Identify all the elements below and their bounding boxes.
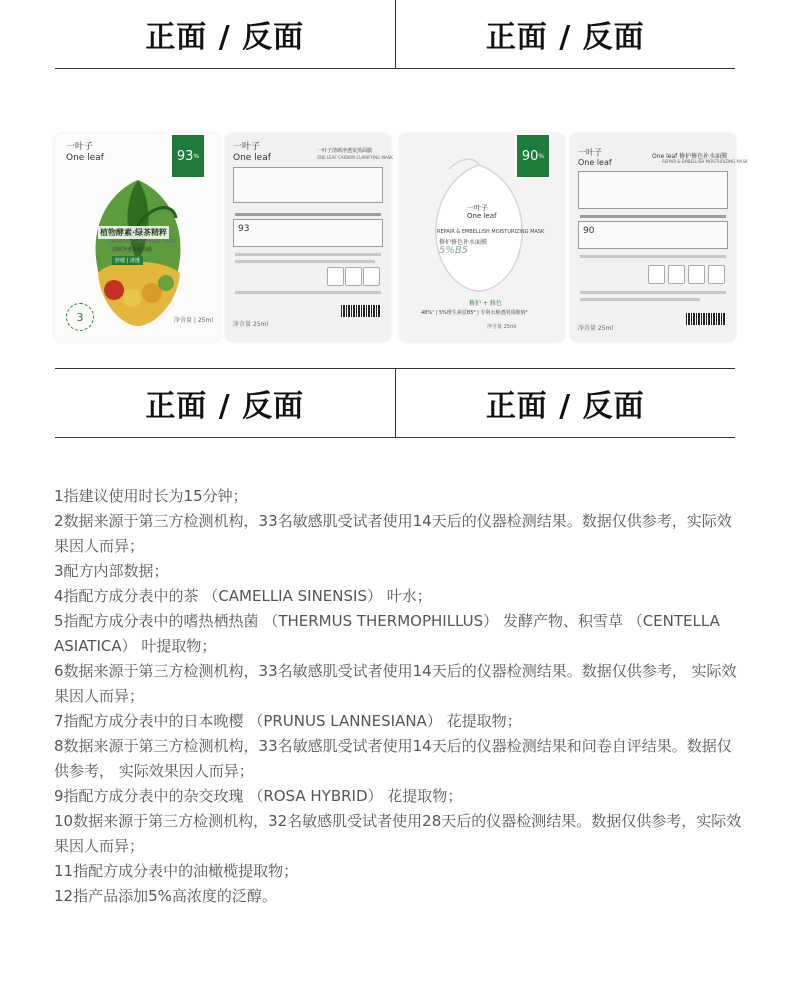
product-subtitle: CARBON CLARIFYING MASK [108,239,177,245]
front-back-label: 正面 / 反面 [145,20,305,55]
product-title: 植物酵素·绿茶精粹 [100,228,168,237]
text-line [235,260,375,263]
leaf-vegetable-icon [92,178,184,328]
efficacy-box [233,219,383,247]
face-step-icon [345,267,362,286]
barcode-icon [341,305,381,317]
face-step-icon [363,267,380,286]
text-line [580,298,700,301]
ingredient-footer: 48%⁷ | 5%维生素原B5⁸ | 专利水解透明质酸钠⁹ [421,310,528,316]
footnote: 3配方内部数据； [54,562,169,580]
brand-cn: 一叶子 [578,148,602,157]
product-title-cn: 修护修色补水面膜 [439,239,488,246]
footnotes [54,484,744,909]
divider [235,213,381,216]
product-tag: 修护 + 修色 [469,300,502,307]
badge-value: 93 [176,148,194,164]
badge-unit: % [538,152,545,160]
pack-carbon-back [225,133,391,342]
b5-label: 5%B5 [439,245,469,256]
volume-label: 净含量 | 25ml [174,317,213,324]
top-label-table [55,0,735,69]
footnote: 4指配方成分表中的茶 （CAMELLIA SINENSIS） 叶水； [54,587,432,605]
volume-label: 净含量 25ml [578,325,614,332]
volume-label: 净含量 25ml [233,321,269,328]
text-line [235,291,381,294]
back-title-cn: One leaf 修护修色补水面膜 [652,153,728,160]
front-back-label: 正面 / 反面 [395,0,736,68]
step-number: 3 [76,310,84,324]
efficacy-value: 90 [583,226,595,236]
product-gallery [54,133,748,342]
brand-cn: 一叶子 [66,142,94,152]
info-box [233,167,383,203]
barcode-icon [686,313,726,325]
bottom-label-table [55,368,735,438]
face-step-icon [688,265,705,284]
badge-unit: % [193,152,200,160]
step-badge [66,303,94,331]
product-tag: 舒缓 | 清透 [112,256,143,265]
brand-en: One leaf [233,153,271,163]
footnote: 2数据来源于第三方检测机构，33名敏感肌受试者使用14天后的仪器检测结果。数据仅供参考，实际效果因人而异； [54,512,732,555]
divider [580,215,726,218]
brand-en: One leaf [66,153,104,163]
footnote: 8数据来源于第三方检测机构，33名敏感肌受试者使用14天后的仪器检测结果和问卷自评结果。数据仅供参考， 实际效果因人而异； [54,737,732,780]
badge-value: 90 [521,148,539,164]
text-line [580,291,726,294]
footnote: 9指配方成分表中的杂交玫瑰 （ROSA HYBRID） 花提取物； [54,787,463,805]
leaf-outline-icon [429,155,529,295]
product-sub-cn: 清颜净透炭黑面膜 [112,247,153,253]
back-title-en: REPAIR & EMBELLISH MOISTURIZING MASK [662,159,748,164]
footnote: 12指产品添加5%高浓度的泛醇。 [54,887,277,905]
pack-repair-front [399,133,565,342]
pack-repair-back [570,133,748,342]
brand-en: One leaf [578,158,612,167]
footnote: 6数据来源于第三方检测机构，33名敏感肌受试者使用14天后的仪器检测结果。数据仅供参考， 实际效果因人而异； [54,662,737,705]
face-step-icon [327,267,344,286]
brand-cn: 一叶子 [233,142,261,152]
volume-label: 净含量 25ml [487,324,517,330]
efficacy-value: 93 [238,224,250,234]
text-line [580,255,726,258]
info-box [578,171,728,209]
back-title-en: ONE LEAF CARBON CLARIFYING MASK [317,155,393,160]
brand-en: One leaf [467,212,497,220]
efficacy-box [578,221,728,249]
back-title-cn: 一叶子清颜净透炭黑面膜 [317,148,373,154]
footnote: 5指配方成分表中的嗜热栖热菌 （THERMUS THERMOPHILLUS） 发酵产物、积雪草 （CENTELLA ASIATICA） 叶提取物； [54,612,720,655]
front-back-label: 正面 / 反面 [395,369,736,437]
percent-badge [170,133,206,179]
face-step-icon [668,265,685,284]
brand-cn: 一叶子 [467,204,488,212]
text-line [235,253,381,256]
front-back-label: 正面 / 反面 [145,389,305,424]
footnote: 10数据来源于第三方检测机构，32名敏感肌受试者使用28天后的仪器检测结果。数据仅供参考，实际效果因人而异； [54,812,742,855]
footnote: 1指建议使用时长为15分钟； [54,487,248,505]
face-step-icon [648,265,665,284]
pack-carbon-front [54,133,220,342]
face-step-icon [708,265,725,284]
footnote: 11指配方成分表中的油橄榄提取物； [54,862,299,880]
footnote: 7指配方成分表中的日本晚樱 （PRUNUS LANNESIANA） 花提取物； [54,712,522,730]
product-title-en: REPAIR & EMBELLISH MOISTURIZING MASK [437,229,545,235]
